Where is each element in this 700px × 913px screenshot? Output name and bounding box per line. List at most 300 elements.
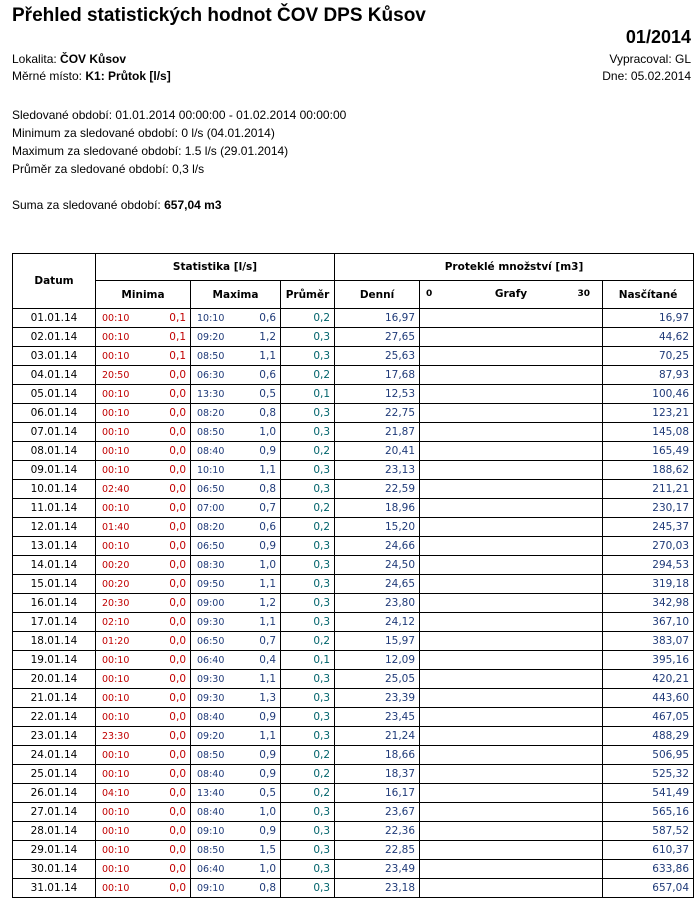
date-cell: 01.01.14 (13, 309, 96, 328)
max-time-cell: 09:10 (191, 879, 244, 898)
max-value-cell: 1,1 (244, 575, 281, 594)
min-value-cell: 0,0 (149, 575, 191, 594)
max-value-cell: 0,7 (244, 632, 281, 651)
daily-cell: 23,39 (335, 689, 420, 708)
max-time-cell: 09:30 (191, 670, 244, 689)
table-row (13, 575, 694, 594)
max-time-cell: 09:30 (191, 689, 244, 708)
graph-cell (420, 803, 603, 822)
graph-cell (420, 613, 603, 632)
graph-cell (420, 556, 603, 575)
daily-cell: 12,53 (335, 385, 420, 404)
min-value-cell: 0,0 (149, 727, 191, 746)
daily-cell: 22,75 (335, 404, 420, 423)
max-value-cell: 0,6 (244, 366, 281, 385)
graph-cell (420, 784, 603, 803)
daily-cell: 25,63 (335, 347, 420, 366)
cumulative-cell: 270,03 (603, 537, 694, 556)
table-row (13, 746, 694, 765)
average-cell: 0,2 (281, 746, 335, 765)
min-value-cell: 0,0 (149, 461, 191, 480)
max-value-cell: 0,8 (244, 879, 281, 898)
cumulative-cell: 211,21 (603, 480, 694, 499)
graph-cell (420, 404, 603, 423)
min-value-cell: 0,0 (149, 746, 191, 765)
cumulative-cell: 319,18 (603, 575, 694, 594)
table-row (13, 499, 694, 518)
document-number: 01/2014 (625, 27, 691, 47)
average-cell: 0,3 (281, 328, 335, 347)
date-cell: 17.01.14 (13, 613, 96, 632)
graph-cell (420, 594, 603, 613)
date-cell: 08.01.14 (13, 442, 96, 461)
statistics-table (12, 253, 694, 898)
daily-cell: 23,18 (335, 879, 420, 898)
graph-cell (420, 746, 603, 765)
table-row (13, 860, 694, 879)
cumulative-cell: 245,37 (603, 518, 694, 537)
date-cell: 29.01.14 (13, 841, 96, 860)
max-value-cell: 1,5 (244, 841, 281, 860)
table-row (13, 670, 694, 689)
cumulative-cell: 294,53 (603, 556, 694, 575)
date-cell: 23.01.14 (13, 727, 96, 746)
min-time-cell: 00:10 (96, 765, 149, 784)
cumulative-cell: 587,52 (603, 822, 694, 841)
max-value-cell: 0,7 (244, 499, 281, 518)
graph-cell (420, 537, 603, 556)
header-minima: Minima (96, 281, 191, 309)
max-time-cell: 10:10 (191, 461, 244, 480)
daily-cell: 16,17 (335, 784, 420, 803)
min-time-cell: 00:10 (96, 347, 149, 366)
daily-cell: 21,24 (335, 727, 420, 746)
min-value-cell: 0,0 (149, 442, 191, 461)
graph-cell (420, 518, 603, 537)
graph-cell (420, 347, 603, 366)
lokalita-line (12, 52, 126, 66)
daily-cell: 20,41 (335, 442, 420, 461)
daily-cell: 21,87 (335, 423, 420, 442)
header-prumer: Průměr (281, 281, 335, 309)
average-cell: 0,3 (281, 347, 335, 366)
min-time-cell: 02:10 (96, 613, 149, 632)
average-cell: 0,3 (281, 404, 335, 423)
max-value-cell: 1,0 (244, 803, 281, 822)
cumulative-cell: 165,49 (603, 442, 694, 461)
cumulative-cell: 541,49 (603, 784, 694, 803)
max-value-cell: 1,1 (244, 727, 281, 746)
date-cell: 25.01.14 (13, 765, 96, 784)
max-time-cell: 08:20 (191, 404, 244, 423)
max-time-cell: 06:30 (191, 366, 244, 385)
min-time-cell: 00:10 (96, 803, 149, 822)
graph-cell (420, 499, 603, 518)
average-cell: 0,3 (281, 879, 335, 898)
daily-cell: 22,59 (335, 480, 420, 499)
max-value-cell: 1,0 (244, 423, 281, 442)
sum-value: 657,04 m3 (164, 198, 222, 212)
max-time-cell: 08:40 (191, 803, 244, 822)
cumulative-cell: 525,32 (603, 765, 694, 784)
daily-cell: 12,09 (335, 651, 420, 670)
page-title: Přehled statistických hodnot ČOV DPS Kůsov (12, 5, 426, 26)
min-value-cell: 0,1 (149, 328, 191, 347)
min-time-cell: 00:10 (96, 841, 149, 860)
average-cell: 0,3 (281, 461, 335, 480)
lokalita-label: Lokalita: (12, 52, 57, 66)
cumulative-cell: 123,21 (603, 404, 694, 423)
daily-cell: 22,85 (335, 841, 420, 860)
table-body (13, 309, 694, 898)
average-cell: 0,3 (281, 708, 335, 727)
average-cell: 0,2 (281, 518, 335, 537)
average-cell: 0,3 (281, 670, 335, 689)
daily-cell: 23,67 (335, 803, 420, 822)
table-row (13, 803, 694, 822)
date-cell: 20.01.14 (13, 670, 96, 689)
average-cell: 0,3 (281, 480, 335, 499)
min-value-cell: 0,0 (149, 632, 191, 651)
min-time-cell: 23:30 (96, 727, 149, 746)
average-cell: 0,3 (281, 822, 335, 841)
min-value-cell: 0,0 (149, 404, 191, 423)
max-value-cell: 0,8 (244, 480, 281, 499)
min-value-cell: 0,0 (149, 518, 191, 537)
min-value-cell: 0,1 (149, 347, 191, 366)
date-cell: 24.01.14 (13, 746, 96, 765)
average-cell: 0,2 (281, 499, 335, 518)
graph-cell (420, 822, 603, 841)
min-time-cell: 04:10 (96, 784, 149, 803)
average-cell: 0,3 (281, 537, 335, 556)
max-time-cell: 06:40 (191, 651, 244, 670)
daily-cell: 18,66 (335, 746, 420, 765)
graph-cell (420, 442, 603, 461)
sum-label: Suma za sledované období: (12, 198, 161, 212)
max-time-cell: 09:20 (191, 727, 244, 746)
min-time-cell: 00:10 (96, 499, 149, 518)
average-cell: 0,3 (281, 860, 335, 879)
cumulative-cell: 87,93 (603, 366, 694, 385)
max-time-cell: 08:40 (191, 708, 244, 727)
date-cell: 14.01.14 (13, 556, 96, 575)
average-cell: 0,3 (281, 556, 335, 575)
min-time-cell: 01:20 (96, 632, 149, 651)
max-time-cell: 09:20 (191, 328, 244, 347)
daily-cell: 22,36 (335, 822, 420, 841)
header-denni: Denní (335, 281, 420, 309)
graph-cell (420, 727, 603, 746)
max-time-cell: 08:50 (191, 423, 244, 442)
max-time-cell: 09:10 (191, 822, 244, 841)
graph-cell (420, 423, 603, 442)
max-value-cell: 0,9 (244, 822, 281, 841)
merne-misto-label: Měrné místo: (12, 69, 83, 83)
daily-cell: 24,66 (335, 537, 420, 556)
table-row (13, 461, 694, 480)
min-value-cell: 0,0 (149, 841, 191, 860)
max-value-cell: 1,0 (244, 860, 281, 879)
daily-cell: 24,65 (335, 575, 420, 594)
date-cell: 16.01.14 (13, 594, 96, 613)
max-value-cell: 1,1 (244, 461, 281, 480)
max-value-cell: 1,1 (244, 670, 281, 689)
average-cell: 0,2 (281, 309, 335, 328)
table-row (13, 784, 694, 803)
cumulative-cell: 467,05 (603, 708, 694, 727)
min-time-cell: 20:50 (96, 366, 149, 385)
header-datum: Datum (13, 254, 96, 309)
date-cell: 28.01.14 (13, 822, 96, 841)
min-time-cell: 00:10 (96, 651, 149, 670)
max-value-cell: 1,3 (244, 689, 281, 708)
header-protekle: Proteklé množství [m3] (335, 254, 694, 281)
average-cell: 0,3 (281, 841, 335, 860)
max-time-cell: 08:20 (191, 518, 244, 537)
vypracoval: Vypracoval: GL (609, 52, 691, 66)
graph-cell (420, 765, 603, 784)
minimum-line: Minimum za sledované období: 0 l/s (04.01.2014) (12, 126, 275, 140)
table-row (13, 328, 694, 347)
max-value-cell: 0,9 (244, 708, 281, 727)
cumulative-cell: 16,97 (603, 309, 694, 328)
average-cell: 0,3 (281, 594, 335, 613)
date-cell: 02.01.14 (13, 328, 96, 347)
daily-cell: 18,37 (335, 765, 420, 784)
min-time-cell: 20:30 (96, 594, 149, 613)
min-value-cell: 0,0 (149, 689, 191, 708)
date-cell: 30.01.14 (13, 860, 96, 879)
average-cell: 0,1 (281, 385, 335, 404)
table-row (13, 613, 694, 632)
average-cell: 0,2 (281, 366, 335, 385)
header-statistika: Statistika [l/s] (96, 254, 335, 281)
cumulative-cell: 367,10 (603, 613, 694, 632)
cumulative-cell: 383,07 (603, 632, 694, 651)
cumulative-cell: 145,08 (603, 423, 694, 442)
max-value-cell: 1,2 (244, 594, 281, 613)
table-row (13, 689, 694, 708)
date-cell: 31.01.14 (13, 879, 96, 898)
min-time-cell: 00:10 (96, 404, 149, 423)
min-value-cell: 0,0 (149, 556, 191, 575)
graph-cell (420, 480, 603, 499)
min-time-cell: 00:10 (96, 537, 149, 556)
graph-cell (420, 689, 603, 708)
average-cell: 0,2 (281, 442, 335, 461)
max-time-cell: 09:50 (191, 575, 244, 594)
max-time-cell: 08:50 (191, 347, 244, 366)
date-cell: 21.01.14 (13, 689, 96, 708)
max-value-cell: 1,1 (244, 613, 281, 632)
date-cell: 03.01.14 (13, 347, 96, 366)
min-value-cell: 0,0 (149, 860, 191, 879)
min-time-cell: 00:10 (96, 879, 149, 898)
table-row (13, 556, 694, 575)
graph-cell (420, 879, 603, 898)
min-time-cell: 00:10 (96, 442, 149, 461)
date-cell: 15.01.14 (13, 575, 96, 594)
date-cell: 05.01.14 (13, 385, 96, 404)
max-time-cell: 08:40 (191, 765, 244, 784)
min-value-cell: 0,0 (149, 423, 191, 442)
table-row (13, 651, 694, 670)
min-time-cell: 00:10 (96, 746, 149, 765)
table-row (13, 385, 694, 404)
table-row (13, 309, 694, 328)
max-time-cell: 13:30 (191, 385, 244, 404)
cumulative-cell: 44,62 (603, 328, 694, 347)
table-row (13, 366, 694, 385)
graph-cell (420, 632, 603, 651)
table-row (13, 708, 694, 727)
graph-scale-max: 30 (577, 289, 591, 299)
cumulative-cell: 506,95 (603, 746, 694, 765)
max-time-cell: 06:40 (191, 860, 244, 879)
max-time-cell: 08:50 (191, 746, 244, 765)
graph-cell (420, 708, 603, 727)
max-value-cell: 0,9 (244, 442, 281, 461)
max-value-cell: 0,9 (244, 746, 281, 765)
max-value-cell: 0,5 (244, 784, 281, 803)
graph-cell (420, 461, 603, 480)
daily-cell: 23,49 (335, 860, 420, 879)
min-value-cell: 0,0 (149, 537, 191, 556)
daily-cell: 24,12 (335, 613, 420, 632)
min-time-cell: 00:10 (96, 309, 149, 328)
daily-cell: 16,97 (335, 309, 420, 328)
max-time-cell: 07:00 (191, 499, 244, 518)
merne-misto-value: K1: Průtok [l/s] (85, 69, 171, 83)
max-time-cell: 08:40 (191, 442, 244, 461)
graph-cell (420, 309, 603, 328)
daily-cell: 15,97 (335, 632, 420, 651)
cumulative-cell: 342,98 (603, 594, 694, 613)
graph-cell (420, 328, 603, 347)
date-cell: 12.01.14 (13, 518, 96, 537)
min-time-cell: 00:10 (96, 385, 149, 404)
average-cell: 0,2 (281, 765, 335, 784)
period-line: Sledované období: 01.01.2014 00:00:00 - 01.02.2014 00:00:00 (12, 108, 347, 122)
cumulative-cell: 100,46 (603, 385, 694, 404)
date-cell: 26.01.14 (13, 784, 96, 803)
max-value-cell: 0,9 (244, 537, 281, 556)
header-maxima: Maxima (191, 281, 281, 309)
table-row (13, 727, 694, 746)
max-time-cell: 06:50 (191, 537, 244, 556)
min-value-cell: 0,0 (149, 822, 191, 841)
min-time-cell: 00:10 (96, 423, 149, 442)
daily-cell: 23,80 (335, 594, 420, 613)
merne-misto-line (12, 69, 171, 83)
cumulative-cell: 610,37 (603, 841, 694, 860)
header-grafy (420, 281, 603, 309)
min-value-cell: 0,0 (149, 879, 191, 898)
cumulative-cell: 565,16 (603, 803, 694, 822)
table-row (13, 879, 694, 898)
max-value-cell: 1,2 (244, 328, 281, 347)
graph-cell (420, 651, 603, 670)
min-time-cell: 01:40 (96, 518, 149, 537)
min-time-cell: 00:10 (96, 822, 149, 841)
cumulative-cell: 188,62 (603, 461, 694, 480)
max-value-cell: 0,5 (244, 385, 281, 404)
daily-cell: 18,96 (335, 499, 420, 518)
min-value-cell: 0,0 (149, 594, 191, 613)
header-nascitane: Nasčítané (603, 281, 694, 309)
max-time-cell: 10:10 (191, 309, 244, 328)
min-value-cell: 0,0 (149, 670, 191, 689)
table-row (13, 518, 694, 537)
min-time-cell: 00:10 (96, 670, 149, 689)
max-time-cell: 08:50 (191, 841, 244, 860)
min-time-cell: 02:40 (96, 480, 149, 499)
table-row (13, 442, 694, 461)
average-cell: 0,3 (281, 575, 335, 594)
min-time-cell: 00:10 (96, 689, 149, 708)
min-value-cell: 0,0 (149, 385, 191, 404)
min-value-cell: 0,0 (149, 803, 191, 822)
graph-cell (420, 366, 603, 385)
max-time-cell: 06:50 (191, 632, 244, 651)
daily-cell: 25,05 (335, 670, 420, 689)
lokalita-value: ČOV Kůsov (60, 52, 127, 66)
min-time-cell: 00:10 (96, 860, 149, 879)
table-row (13, 765, 694, 784)
min-value-cell: 0,0 (149, 366, 191, 385)
graph-cell (420, 860, 603, 879)
date-cell: 10.01.14 (13, 480, 96, 499)
max-value-cell: 0,6 (244, 309, 281, 328)
average-cell: 0,3 (281, 423, 335, 442)
date-cell: 04.01.14 (13, 366, 96, 385)
min-time-cell: 00:10 (96, 328, 149, 347)
table-row (13, 841, 694, 860)
graph-title: Grafy (494, 288, 528, 300)
graph-cell (420, 385, 603, 404)
max-value-cell: 0,9 (244, 765, 281, 784)
max-value-cell: 0,4 (244, 651, 281, 670)
max-time-cell: 13:40 (191, 784, 244, 803)
max-value-cell: 1,0 (244, 556, 281, 575)
average-cell: 0,2 (281, 784, 335, 803)
min-time-cell: 00:20 (96, 556, 149, 575)
min-value-cell: 0,0 (149, 499, 191, 518)
date-cell: 09.01.14 (13, 461, 96, 480)
date-cell: 19.01.14 (13, 651, 96, 670)
cumulative-cell: 420,21 (603, 670, 694, 689)
date-line: Dne: 05.02.2014 (602, 69, 691, 83)
graph-cell (420, 575, 603, 594)
max-value-cell: 0,8 (244, 404, 281, 423)
min-value-cell: 0,1 (149, 309, 191, 328)
average-cell: 0,1 (281, 651, 335, 670)
cumulative-cell: 657,04 (603, 879, 694, 898)
cumulative-cell: 488,29 (603, 727, 694, 746)
max-time-cell: 09:30 (191, 613, 244, 632)
cumulative-cell: 443,60 (603, 689, 694, 708)
min-time-cell: 00:10 (96, 708, 149, 727)
daily-cell: 15,20 (335, 518, 420, 537)
min-value-cell: 0,0 (149, 651, 191, 670)
min-value-cell: 0,0 (149, 784, 191, 803)
min-value-cell: 0,0 (149, 480, 191, 499)
maximum-line: Maximum za sledované období: 1.5 l/s (29.01.2014) (12, 144, 289, 158)
date-cell: 06.01.14 (13, 404, 96, 423)
daily-cell: 17,68 (335, 366, 420, 385)
cumulative-cell: 395,16 (603, 651, 694, 670)
